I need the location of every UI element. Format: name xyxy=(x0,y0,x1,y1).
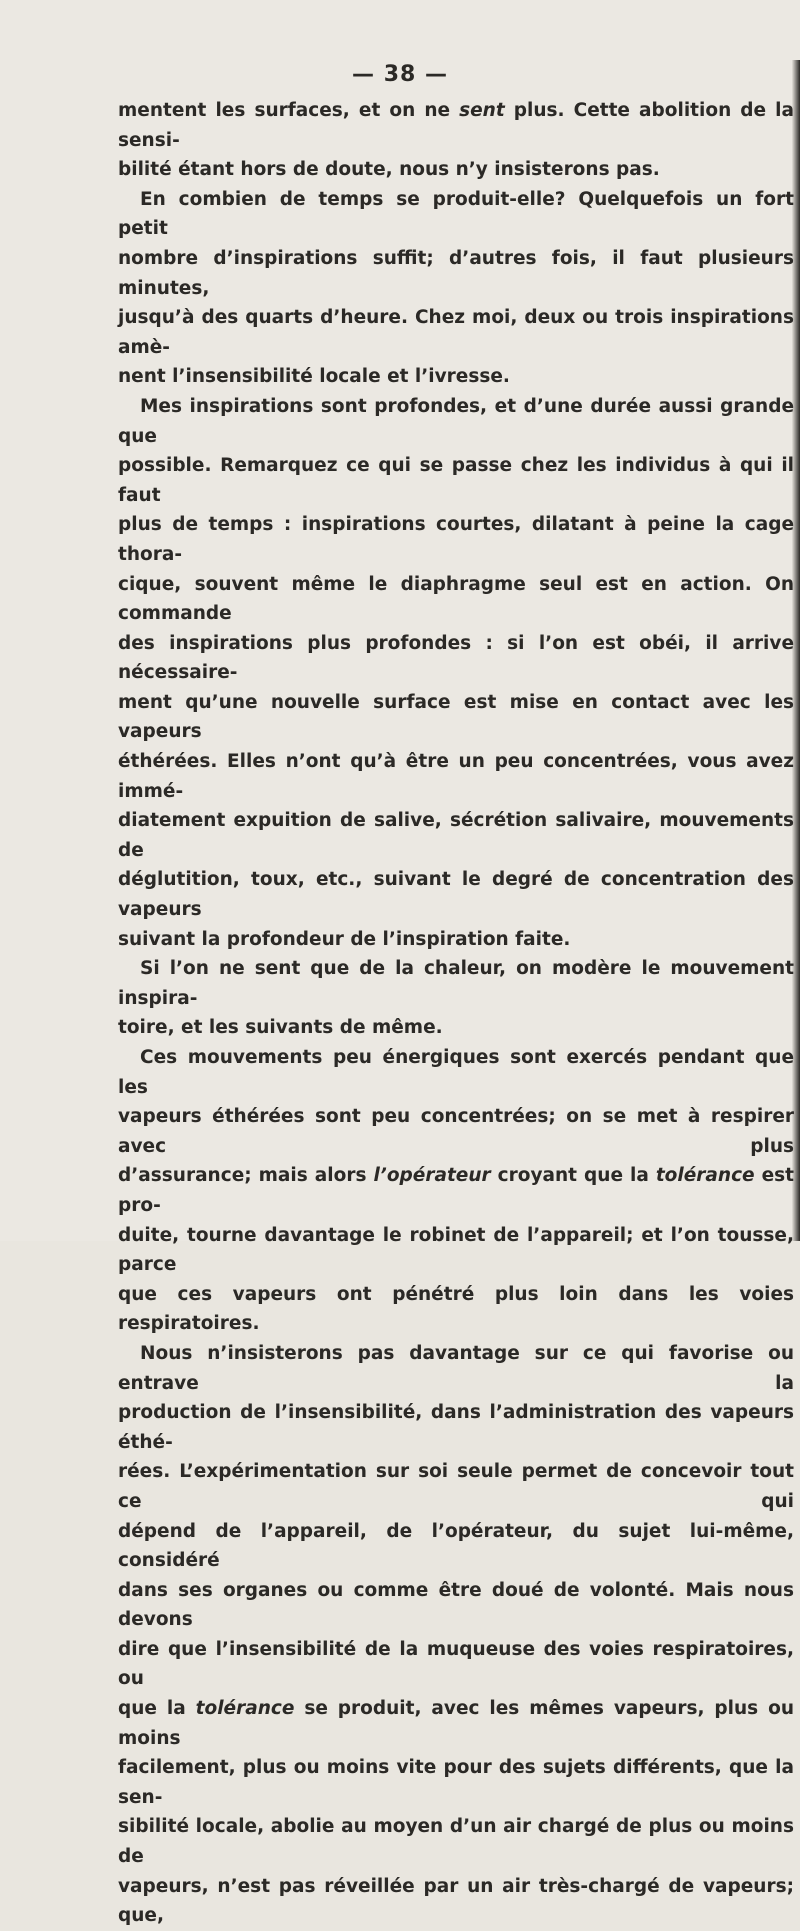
page-number: — 38 — xyxy=(352,62,448,87)
text-run: plus. Cette abolition de la sensi- xyxy=(118,100,794,151)
italic-term: tolérance xyxy=(655,1165,755,1187)
text-run: Mes inspirations sont profondes, et d’une durée aussi grande que xyxy=(118,395,794,447)
text-run: facilement, plus ou moins vite pour des sujets différents, que la sen- xyxy=(118,1757,794,1808)
italic-term: l’opérateur xyxy=(373,1165,491,1187)
text-line xyxy=(118,1694,794,1753)
text-run: duite, tourne davantage le robinet de l’appareil; et l’on tousse, parce xyxy=(118,1224,794,1276)
text-run: dépend de l’appareil, de l’opérateur, du sujet lui-même, considéré xyxy=(118,1520,794,1572)
text-run: vapeurs, n’est pas réveillée par un air très-chargé de vapeurs; que, xyxy=(118,1875,794,1927)
text-run: Si l’on ne sent que de la chaleur, on modère le mouvement inspira- xyxy=(118,958,794,1009)
text-line xyxy=(118,451,794,510)
text-line xyxy=(118,244,794,303)
text-run: plus de temps : inspirations courtes, dilatant à peine la cage thora- xyxy=(118,514,794,565)
text-run: nombre d’inspirations suffit; d’autres fois, il faut plusieurs minutes, xyxy=(118,247,794,299)
text-run: diatement expuition de salive, sécrétion salivaire, mouvements de xyxy=(118,810,794,861)
text-line xyxy=(118,954,794,1013)
text-run: dans ses organes ou comme être doué de volonté. Mais nous devons xyxy=(118,1579,794,1631)
text-line xyxy=(118,925,794,955)
text-line xyxy=(118,155,794,185)
text-run: ment qu’une nouvelle surface est mise en contact avec les vapeurs xyxy=(118,691,794,743)
text-line xyxy=(118,1872,794,1931)
text-line xyxy=(118,185,794,244)
text-run: que ces vapeurs ont pénétré plus loin dans les voies respiratoires. xyxy=(118,1283,794,1335)
text-line xyxy=(118,865,794,924)
text-run: déglutition, toux, etc., suivant le degré de concentration des vapeurs xyxy=(118,869,794,921)
text-line xyxy=(118,362,794,392)
text-run: production de l’insensibilité, dans l’administration des vapeurs éthé- xyxy=(118,1402,794,1453)
text-run: En combien de temps se produit-elle? Quelquefois un fort petit xyxy=(118,188,794,240)
text-run: dire que l’insensibilité de la muqueuse des voies respiratoires, ou xyxy=(118,1638,794,1690)
text-line xyxy=(118,392,794,451)
text-run: bilité étant hors de doute, nous n’y insisterons pas. xyxy=(118,159,660,181)
text-line xyxy=(118,1339,794,1398)
text-run: mentent les surfaces, et on ne xyxy=(118,100,460,121)
text-run: éthérées. Elles n’ont qu’à être un peu concentrées, vous avez immé- xyxy=(118,751,794,802)
text-line xyxy=(118,1812,794,1871)
text-line xyxy=(118,629,794,688)
text-run: possible. Remarquez ce qui se passe chez les individus à qui il faut xyxy=(118,455,794,506)
text-line xyxy=(118,1102,794,1161)
italic-term: tolérance xyxy=(195,1698,295,1720)
text-line xyxy=(118,688,794,747)
text-run: suivant la profondeur de l’inspiration faite. xyxy=(118,928,571,950)
text-line xyxy=(118,1753,794,1812)
text-line xyxy=(118,1635,794,1694)
text-line xyxy=(118,303,794,362)
text-line xyxy=(118,1576,794,1635)
text-run: est pro- xyxy=(118,1165,794,1216)
text-run: toire, et les suivants de même. xyxy=(118,1017,443,1039)
text-line xyxy=(118,1161,794,1220)
text-line xyxy=(118,747,794,806)
text-line xyxy=(118,806,794,865)
text-run: jusqu’à des quarts d’heure. Chez moi, deux ou trois inspirations amè- xyxy=(118,307,794,358)
text-run: se produit, avec les mêmes vapeurs, plus ou moins xyxy=(118,1698,795,1749)
text-run: des inspirations plus profondes : si l’on est obéi, il arrive nécessaire- xyxy=(118,632,794,684)
text-line xyxy=(118,570,794,629)
text-run: vapeurs éthérées sont peu concentrées; on se met à respirer avec plus xyxy=(118,1106,794,1157)
text-run: croyant que la xyxy=(490,1165,656,1187)
text-line xyxy=(118,1043,794,1102)
text-line xyxy=(118,1517,794,1576)
text-run: sibilité locale, abolie au moyen d’un air chargé de plus ou moins de xyxy=(118,1816,794,1868)
text-run: que la xyxy=(118,1698,196,1720)
text-run: d’assurance; mais alors xyxy=(118,1165,374,1187)
text-run: cique, souvent même le diaphragme seul est en action. On commande xyxy=(118,573,794,625)
text-line xyxy=(118,1013,794,1043)
text-run: nent l’insensibilité locale et l’ivresse. xyxy=(118,366,510,388)
text-line xyxy=(118,1221,794,1280)
text-run: rées. L’expérimentation sur soi seule permet de concevoir tout ce qui xyxy=(118,1461,794,1512)
text-run: Ces mouvements peu énergiques sont exercés pendant que les xyxy=(118,1047,794,1098)
page-body xyxy=(118,96,794,1931)
text-line xyxy=(118,96,794,155)
text-run: Nous n’insisterons pas davantage sur ce qui favorise ou entrave la xyxy=(118,1342,794,1394)
italic-term: sent xyxy=(459,100,505,121)
text-line xyxy=(118,1280,794,1339)
text-line xyxy=(118,1457,794,1516)
text-line xyxy=(118,1398,794,1457)
text-line xyxy=(118,510,794,569)
